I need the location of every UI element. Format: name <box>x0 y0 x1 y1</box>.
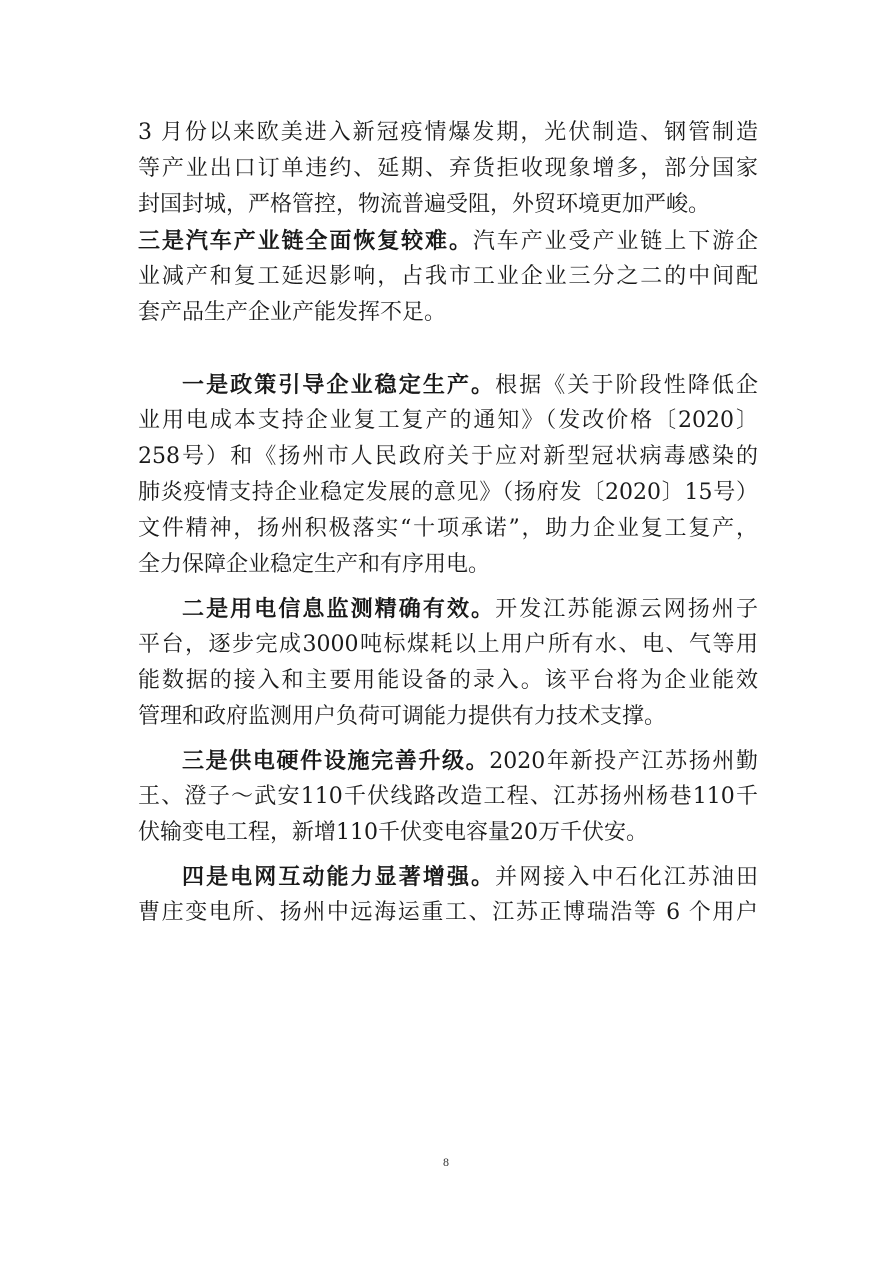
paragraph-gap <box>138 735 758 743</box>
paragraph-text: 汽车产业受产业链上下游企 <box>472 229 758 254</box>
paragraph-line: 伏输变电工程，新增110千伏变电容量20万千伏安。 <box>138 820 648 845</box>
document-body <box>138 115 758 931</box>
paragraph-line: 文件精神，扬州积极落实“十项承诺”，助力企业复工复产， <box>138 516 758 541</box>
paragraph-line: 管理和政府监测用户负荷可调能力提供有力技术支撑。 <box>138 704 667 729</box>
paragraph-lead-bold: 二是用电信息监测精确有效。 <box>182 596 496 622</box>
paragraph-line: 王、澄子～武安110千伏线路改造工程、江苏扬州杨巷110千 <box>138 784 758 809</box>
paragraph-line: 曹庄变电所、扬州中远海运重工、江苏正博瑞浩等 6 个用户 <box>138 900 758 925</box>
paragraph-line: 业减产和复工延迟影响，占我市工业企业三分之二的中间配 <box>138 264 758 289</box>
paragraph-line <box>138 367 758 403</box>
paragraph-line: 平台，逐步完成3000吨标煤耗以上用户所有水、电、气等用 <box>138 632 758 657</box>
paragraph-line: 全力保障企业稳定生产和有序用电。 <box>138 552 491 577</box>
paragraph-text: 并网接入中石化江苏油田 <box>495 865 758 890</box>
paragraph-line <box>138 223 758 259</box>
section-subheading <box>138 331 758 367</box>
paragraph-gap <box>138 583 758 591</box>
page-number: 8 <box>443 1155 449 1169</box>
paragraph-line <box>138 591 758 627</box>
paragraph-line <box>138 743 758 779</box>
paragraph-line: 258号）和《扬州市人民政府关于应对新型冠状病毒感染的 <box>138 444 758 469</box>
paragraph-line: 等产业出口订单违约、延期、弃货拒收现象增多，部分国家 <box>138 156 758 181</box>
paragraph-lead-bold: 三是汽车产业链全面恢复较难。 <box>138 228 473 254</box>
paragraph-line: 肺炎疫情支持企业稳定发展的意见》（扬府发〔2020〕15号） <box>138 480 758 505</box>
paragraph-line <box>138 859 758 895</box>
paragraph-line: 套产品生产企业产能发挥不足。 <box>138 300 447 325</box>
paragraph-line: 3 月份以来欧美进入新冠疫情爆发期，光伏制造、钢管制造 <box>138 120 758 145</box>
paragraph-lead-bold: 四是电网互动能力显著增强。 <box>182 864 496 890</box>
paragraph-gap <box>138 851 758 859</box>
paragraph-line: 业用电成本支持企业复工复产的通知》（发改价格〔2020〕 <box>138 408 758 433</box>
paragraph-text: 2020年新投产江苏扬州勤 <box>489 749 758 774</box>
paragraph-text: 开发江苏能源云网扬州子 <box>495 597 758 622</box>
paragraph-text: 根据《关于阶段性降低企 <box>495 373 758 398</box>
paragraph-line: 封国封城，严格管控，物流普遍受阻，外贸环境更加严峻。 <box>138 192 711 217</box>
paragraph-lead-bold: 一是政策引导企业稳定生产。 <box>182 372 496 398</box>
paragraph-lead-bold: 三是供电硬件设施完善升级。 <box>182 748 490 774</box>
paragraph-line: 能数据的接入和主要用能设备的录入。该平台将为企业能效 <box>138 668 758 693</box>
